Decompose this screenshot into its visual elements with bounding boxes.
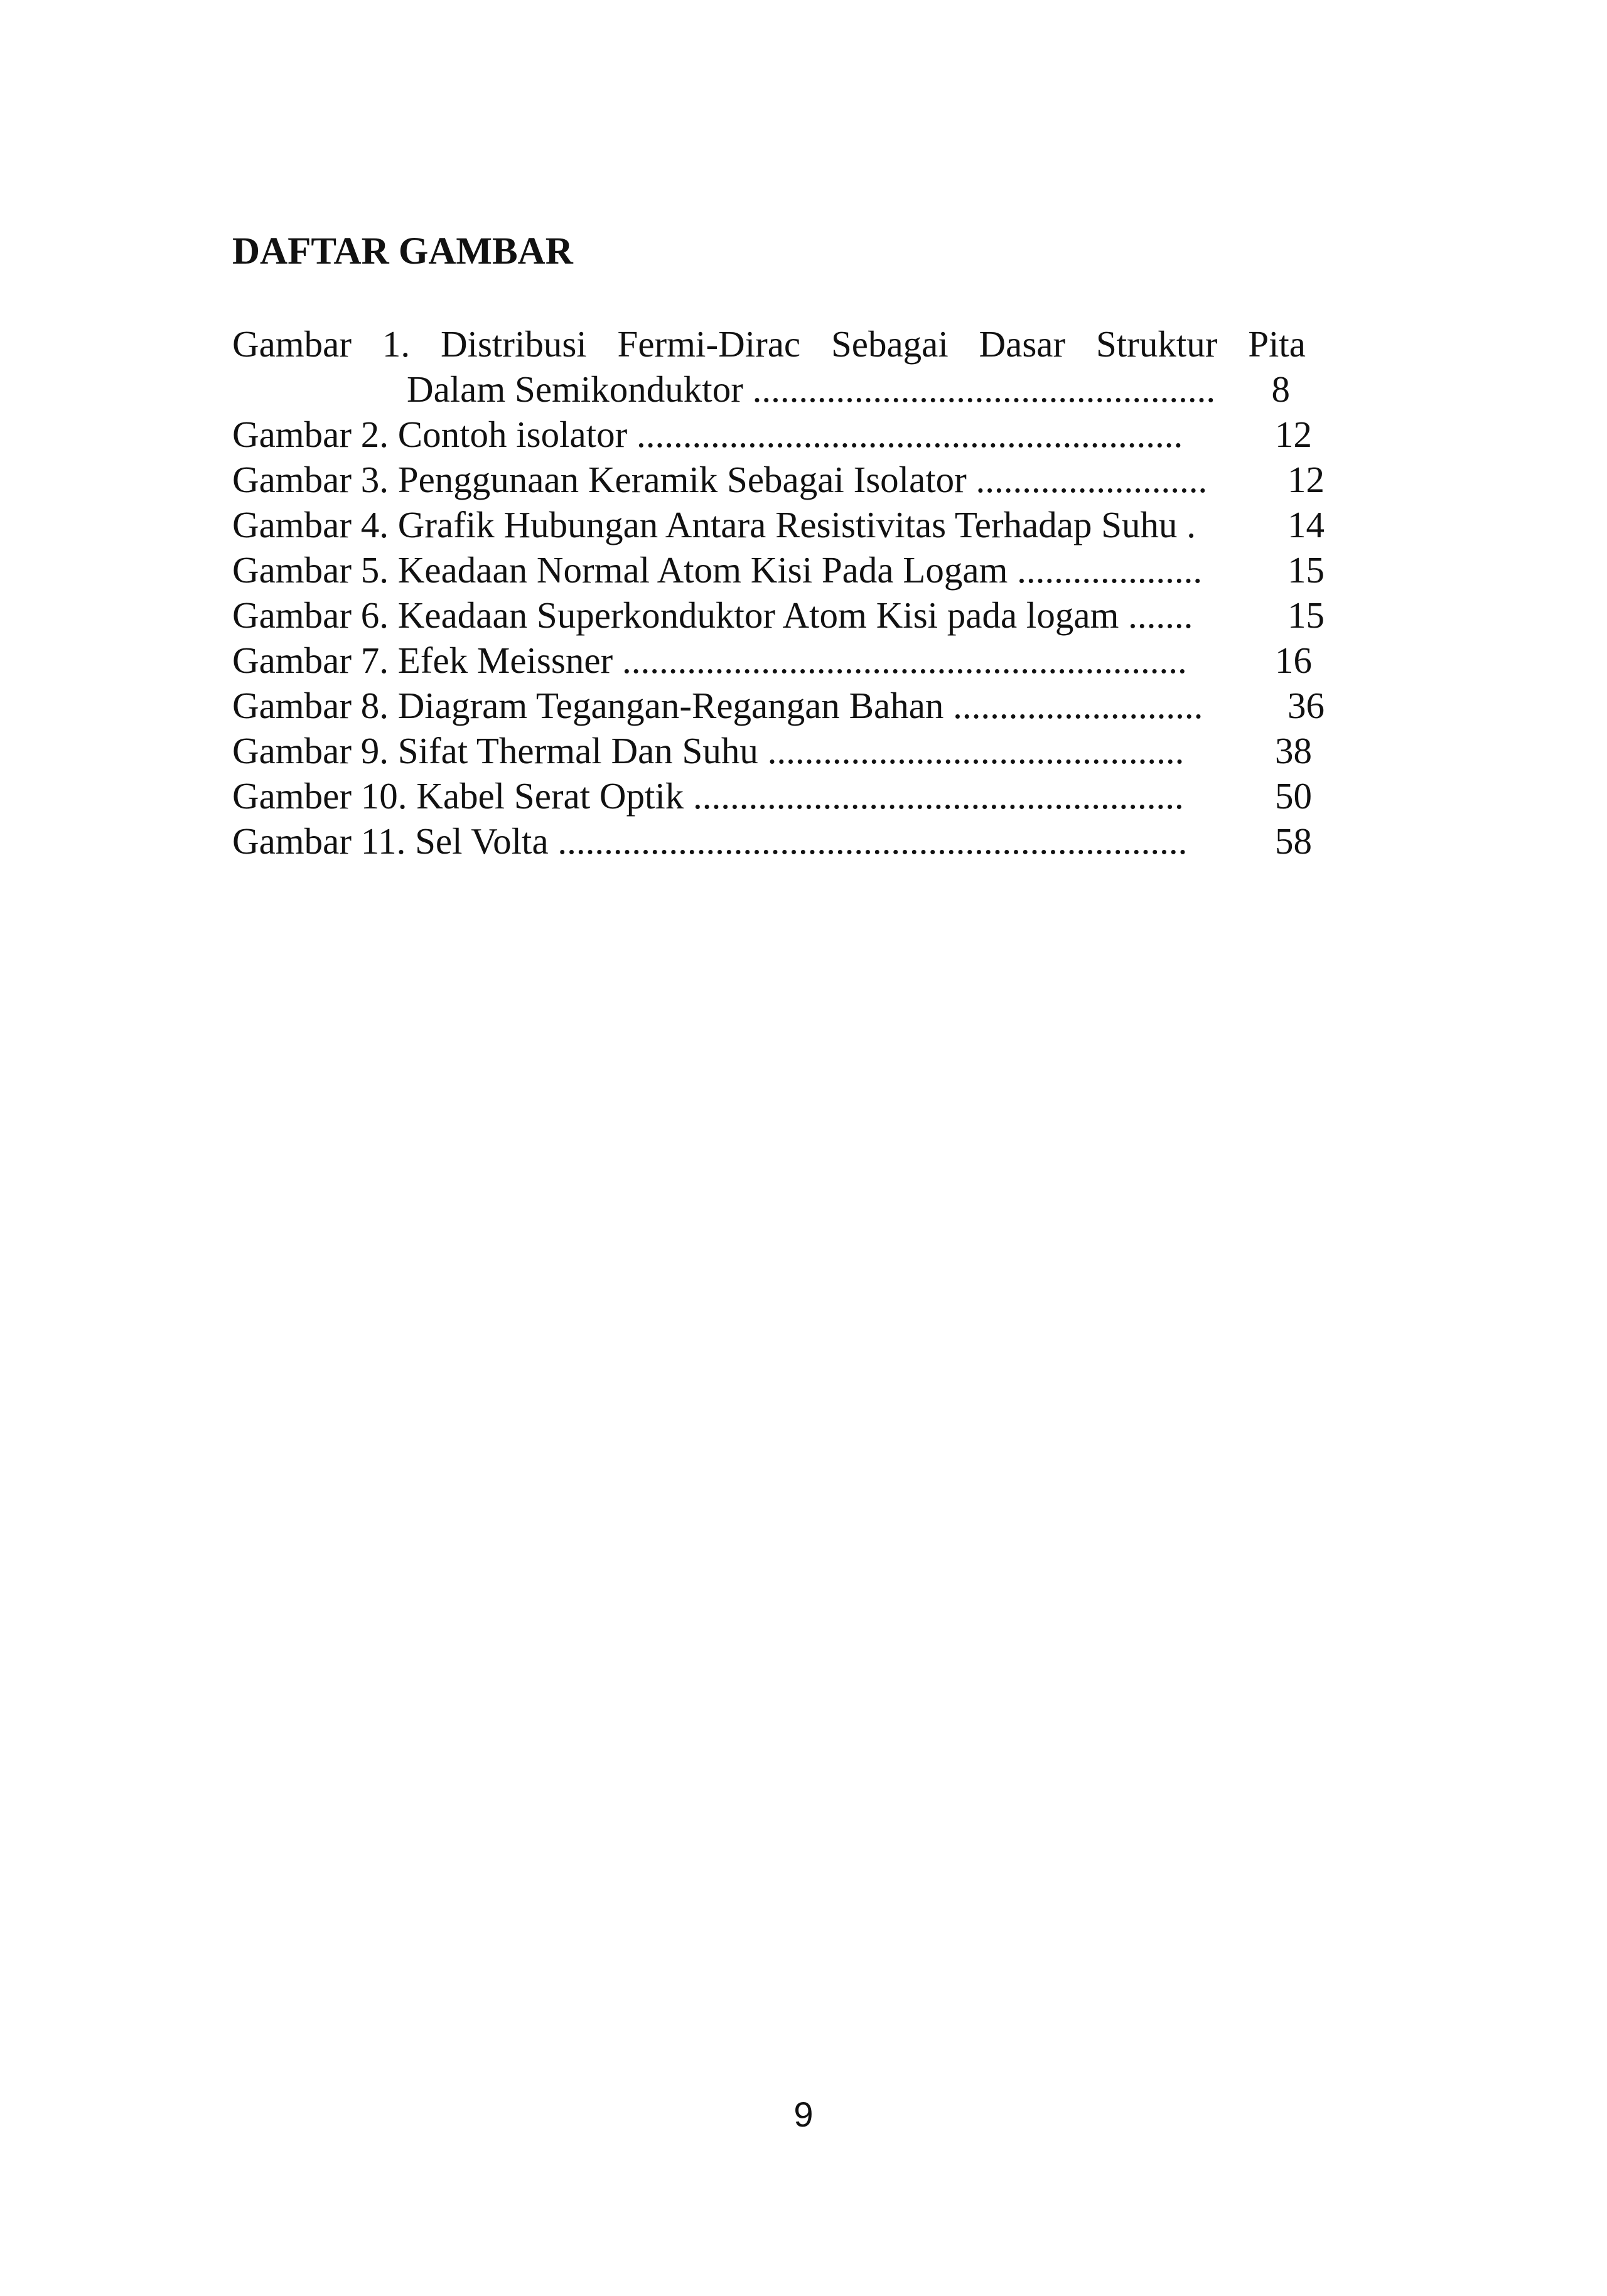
entry-label: Gambar 3. Penggunaan Keramik Sebagai Isolator ......................... bbox=[232, 459, 1208, 500]
figure-list bbox=[232, 321, 1325, 864]
page-title: DAFTAR GAMBAR bbox=[232, 230, 573, 272]
entry-label: Gambar 2. Contoh isolator ........................................................... bbox=[232, 414, 1183, 455]
entry-label: Gambar 6. Keadaan Superkonduktor Atom Kisi pada logam ....... bbox=[232, 594, 1193, 636]
list-item bbox=[232, 728, 1325, 773]
list-item bbox=[232, 412, 1325, 457]
entry-label: Gambar 5. Keadaan Normal Atom Kisi Pada Logam .................... bbox=[232, 549, 1203, 591]
entry-label: Gamber 10. Kabel Serat Optik ..................................................... bbox=[232, 775, 1184, 817]
entry-page: 8 bbox=[1271, 368, 1290, 410]
entry-label: Dalam Semikonduktor .................................................. bbox=[407, 368, 1216, 410]
entry-page: 14 bbox=[1287, 504, 1325, 545]
list-item bbox=[232, 502, 1325, 547]
entry-page: 15 bbox=[1287, 594, 1325, 636]
list-item bbox=[232, 547, 1325, 593]
entry-page: 50 bbox=[1275, 775, 1312, 817]
list-item-continuation bbox=[232, 367, 1325, 412]
list-item bbox=[232, 638, 1325, 683]
list-item bbox=[232, 321, 1325, 367]
entry-label: Gambar 8. Diagram Tegangan-Regangan Bahan ........................... bbox=[232, 685, 1203, 726]
list-item bbox=[232, 683, 1325, 728]
entry-label: Gambar 7. Efek Meissner ............................................................. bbox=[232, 640, 1187, 681]
list-item bbox=[232, 818, 1325, 864]
page-number: 9 bbox=[793, 2095, 814, 2134]
entry-page: 15 bbox=[1287, 549, 1325, 591]
entry-label: Gambar 4. Grafik Hubungan Antara Resistivitas Terhadap Suhu . bbox=[232, 504, 1196, 545]
list-item bbox=[232, 593, 1325, 638]
entry-label: Gambar 11. Sel Volta .................................................................... bbox=[232, 820, 1188, 862]
list-item bbox=[232, 457, 1325, 502]
entry-page: 58 bbox=[1275, 820, 1312, 862]
entry-page: 36 bbox=[1287, 685, 1325, 726]
list-item bbox=[232, 773, 1325, 818]
entry-page: 38 bbox=[1275, 730, 1312, 771]
entry-label: Gambar 1. Distribusi Fermi-Dirac Sebagai Dasar Struktur Pita bbox=[232, 323, 1306, 365]
entry-page: 16 bbox=[1275, 640, 1312, 681]
entry-page: 12 bbox=[1287, 459, 1325, 500]
entry-page: 12 bbox=[1275, 414, 1312, 455]
entry-label: Gambar 9. Sifat Thermal Dan Suhu ............................................. bbox=[232, 730, 1185, 771]
